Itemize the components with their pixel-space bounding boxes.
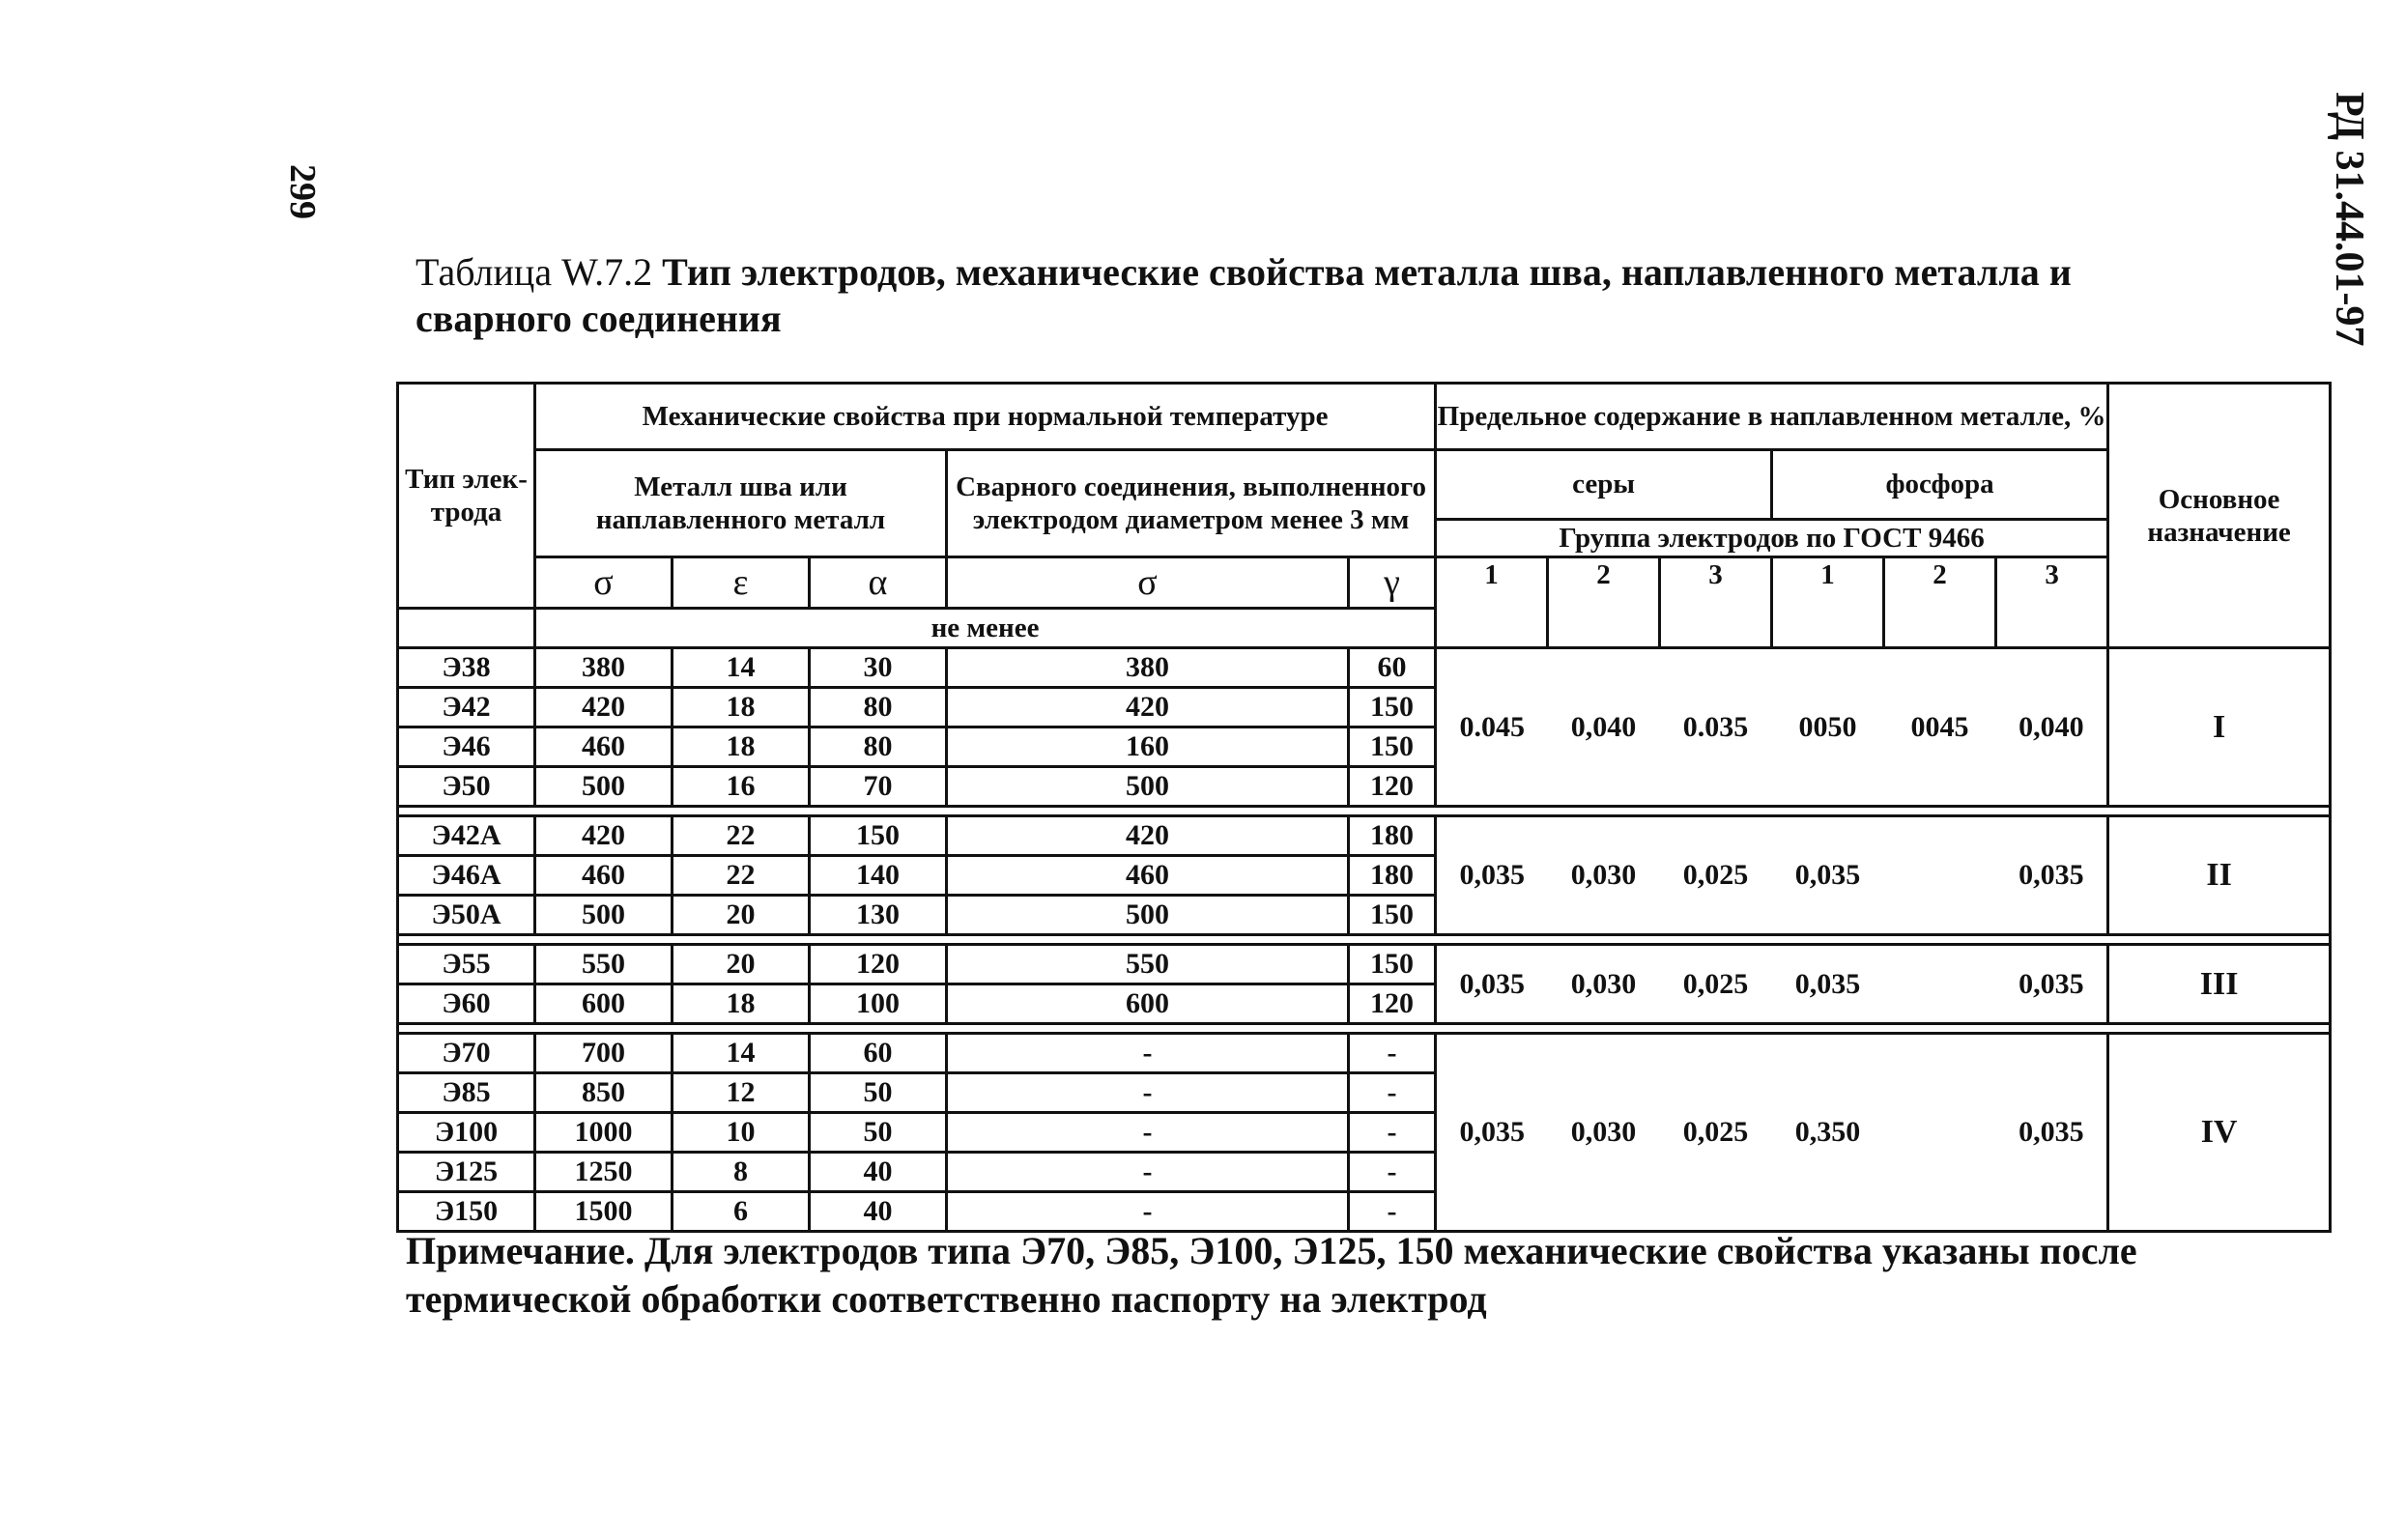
cell-sigma: 420 <box>535 688 673 727</box>
cell-purpose: IV <box>2108 1034 2331 1232</box>
cell-alpha: 80 <box>810 727 947 767</box>
header-group-3b: 3 <box>1996 557 2108 648</box>
cell-gamma: 150 <box>1349 945 1436 984</box>
cell-chem-6: 0,035 <box>1996 816 2108 935</box>
cell-type: Э70 <box>398 1034 535 1073</box>
header-purpose: Основное назначение <box>2108 384 2331 648</box>
table-row <box>398 1034 2331 1073</box>
cell-purpose: III <box>2108 945 2331 1024</box>
cell-chem-3: 0.035 <box>1660 648 1772 807</box>
cell-sigma: 500 <box>535 896 673 935</box>
cell-epsilon: 16 <box>673 767 810 807</box>
cell-alpha: 50 <box>810 1073 947 1113</box>
header-alpha: α <box>810 557 947 609</box>
cell-sigma: 460 <box>535 727 673 767</box>
cell-alpha: 50 <box>810 1113 947 1153</box>
cell-chem-4: 0050 <box>1772 648 1884 807</box>
cell-epsilon: 22 <box>673 816 810 856</box>
header-phosphorus: фосфора <box>1772 450 2108 520</box>
cell-sigma-joint: - <box>947 1192 1349 1232</box>
cell-chem-6: 0,035 <box>1996 945 2108 1024</box>
cell-type: Э50А <box>398 896 535 935</box>
cell-type: Э150 <box>398 1192 535 1232</box>
cell-sigma: 850 <box>535 1073 673 1113</box>
header-weld-metal: Металл шва или наплавленного металл <box>535 450 947 557</box>
caption-lead: Таблица W.7.2 <box>415 250 653 294</box>
cell-sigma: 380 <box>535 648 673 688</box>
cell-sigma-joint: 460 <box>947 856 1349 896</box>
cell-type: Э50 <box>398 767 535 807</box>
cell-sigma-joint: - <box>947 1073 1349 1113</box>
group-separator <box>398 807 2331 816</box>
header-group-3: 3 <box>1660 557 1772 648</box>
cell-sigma-joint: 550 <box>947 945 1349 984</box>
caption-title: Тип электродов, механические свойства металла шва, наплавленного металла и сварного соединения <box>415 250 2072 340</box>
header-mech-props: Механические свойства при нормальной температуре <box>535 384 1436 450</box>
cell-epsilon: 14 <box>673 1034 810 1073</box>
cell-chem-2: 0,030 <box>1548 1034 1660 1232</box>
cell-gamma: 150 <box>1349 688 1436 727</box>
header-group-1: 1 <box>1436 557 1548 648</box>
group-separator <box>398 1024 2331 1034</box>
table-row <box>398 816 2331 856</box>
cell-chem-1: 0,035 <box>1436 816 1548 935</box>
cell-chem-5 <box>1884 945 1996 1024</box>
table-note: Примечание. Для электродов типа Э70, Э85, Э100, Э125, 150 механические свойства указаны после термической обработки соответственно паспорту на электрод <box>406 1229 2137 1321</box>
cell-sigma: 1000 <box>535 1113 673 1153</box>
cell-epsilon: 20 <box>673 945 810 984</box>
cell-sigma-joint: 160 <box>947 727 1349 767</box>
cell-type: Э100 <box>398 1113 535 1153</box>
cell-epsilon: 18 <box>673 727 810 767</box>
cell-epsilon: 14 <box>673 648 810 688</box>
header-sulfur: серы <box>1436 450 1772 520</box>
cell-type: Э60 <box>398 984 535 1024</box>
cell-alpha: 100 <box>810 984 947 1024</box>
cell-epsilon: 18 <box>673 984 810 1024</box>
cell-sigma-joint: 600 <box>947 984 1349 1024</box>
header-gamma: γ <box>1349 557 1436 609</box>
cell-type: Э85 <box>398 1073 535 1113</box>
cell-type: Э46А <box>398 856 535 896</box>
cell-gamma: 180 <box>1349 816 1436 856</box>
cell-gamma: - <box>1349 1192 1436 1232</box>
cell-epsilon: 8 <box>673 1153 810 1192</box>
cell-alpha: 120 <box>810 945 947 984</box>
cell-chem-1: 0,035 <box>1436 945 1548 1024</box>
header-weld-joint: Сварного соединения, выполненного электродом диаметром менее 3 мм <box>947 450 1436 557</box>
cell-sigma-joint: - <box>947 1034 1349 1073</box>
table-row <box>398 945 2331 984</box>
cell-sigma: 460 <box>535 856 673 896</box>
cell-sigma-joint: 420 <box>947 816 1349 856</box>
cell-sigma-joint: 500 <box>947 767 1349 807</box>
cell-gamma: - <box>1349 1113 1436 1153</box>
cell-type: Э125 <box>398 1153 535 1192</box>
cell-chem-5 <box>1884 1034 1996 1232</box>
cell-epsilon: 22 <box>673 856 810 896</box>
header-electrode-group: Группа электродов по ГОСТ 9466 <box>1436 519 2108 556</box>
header-group-2b: 2 <box>1884 557 1996 648</box>
cell-sigma-joint: - <box>947 1113 1349 1153</box>
cell-epsilon: 12 <box>673 1073 810 1113</box>
header-group-1b: 1 <box>1772 557 1884 648</box>
cell-gamma: 60 <box>1349 648 1436 688</box>
cell-type: Э46 <box>398 727 535 767</box>
cell-chem-3: 0,025 <box>1660 945 1772 1024</box>
cell-sigma: 1250 <box>535 1153 673 1192</box>
document-code: РД 31.44.01-97 <box>2327 92 2371 347</box>
cell-sigma: 420 <box>535 816 673 856</box>
cell-epsilon: 20 <box>673 896 810 935</box>
cell-gamma: 120 <box>1349 984 1436 1024</box>
header-not-less: не менее <box>535 609 1436 648</box>
cell-alpha: 80 <box>810 688 947 727</box>
cell-alpha: 130 <box>810 896 947 935</box>
cell-gamma: - <box>1349 1034 1436 1073</box>
cell-chem-4: 0,035 <box>1772 816 1884 935</box>
cell-sigma-joint: - <box>947 1153 1349 1192</box>
cell-chem-1: 0.045 <box>1436 648 1548 807</box>
cell-chem-6: 0,040 <box>1996 648 2108 807</box>
cell-alpha: 140 <box>810 856 947 896</box>
cell-chem-2: 0,040 <box>1548 648 1660 807</box>
cell-purpose: I <box>2108 648 2331 807</box>
cell-epsilon: 6 <box>673 1192 810 1232</box>
cell-type: Э38 <box>398 648 535 688</box>
electrode-table <box>396 382 2332 1233</box>
cell-chem-5: 0045 <box>1884 648 1996 807</box>
cell-chem-2: 0,030 <box>1548 945 1660 1024</box>
cell-chem-3: 0,025 <box>1660 816 1772 935</box>
cell-sigma: 600 <box>535 984 673 1024</box>
cell-epsilon: 18 <box>673 688 810 727</box>
header-sigma: σ <box>535 557 673 609</box>
cell-chem-5 <box>1884 816 1996 935</box>
cell-gamma: - <box>1349 1153 1436 1192</box>
header-sigma-joint: σ <box>947 557 1349 609</box>
cell-alpha: 40 <box>810 1192 947 1232</box>
header-group-2: 2 <box>1548 557 1660 648</box>
cell-gamma: - <box>1349 1073 1436 1113</box>
page-number: 299 <box>282 164 323 219</box>
table-caption <box>415 249 2174 342</box>
cell-sigma-joint: 500 <box>947 896 1349 935</box>
cell-epsilon: 10 <box>673 1113 810 1153</box>
table-row <box>398 648 2331 688</box>
cell-alpha: 70 <box>810 767 947 807</box>
cell-chem-3: 0,025 <box>1660 1034 1772 1232</box>
cell-alpha: 40 <box>810 1153 947 1192</box>
cell-type: Э42А <box>398 816 535 856</box>
cell-sigma: 550 <box>535 945 673 984</box>
cell-sigma-joint: 380 <box>947 648 1349 688</box>
cell-sigma-joint: 420 <box>947 688 1349 727</box>
header-epsilon: ε <box>673 557 810 609</box>
cell-chem-1: 0,035 <box>1436 1034 1548 1232</box>
cell-chem-4: 0,350 <box>1772 1034 1884 1232</box>
cell-type: Э42 <box>398 688 535 727</box>
cell-gamma: 180 <box>1349 856 1436 896</box>
cell-alpha: 150 <box>810 816 947 856</box>
cell-gamma: 150 <box>1349 896 1436 935</box>
cell-gamma: 120 <box>1349 767 1436 807</box>
cell-chem-4: 0,035 <box>1772 945 1884 1024</box>
header-limit-content: Предельное содержание в наплавленном металле, % <box>1436 384 2108 450</box>
cell-type: Э55 <box>398 945 535 984</box>
cell-alpha: 60 <box>810 1034 947 1073</box>
group-separator <box>398 935 2331 945</box>
cell-sigma: 1500 <box>535 1192 673 1232</box>
cell-chem-6: 0,035 <box>1996 1034 2108 1232</box>
cell-gamma: 150 <box>1349 727 1436 767</box>
cell-sigma: 700 <box>535 1034 673 1073</box>
table-body <box>398 648 2331 1232</box>
cell-alpha: 30 <box>810 648 947 688</box>
cell-chem-2: 0,030 <box>1548 816 1660 935</box>
header-electrode-type: Тип элек-трода <box>398 384 535 609</box>
cell-purpose: II <box>2108 816 2331 935</box>
cell-sigma: 500 <box>535 767 673 807</box>
